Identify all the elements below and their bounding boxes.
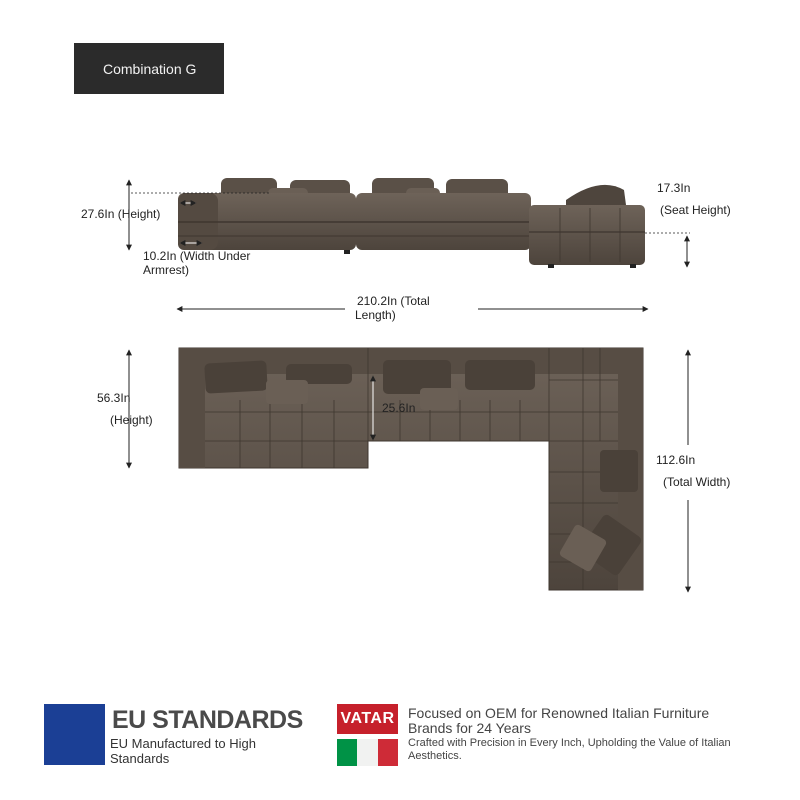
height-label: 27.6In (Height) <box>81 207 161 221</box>
depth-label: (Height) <box>110 413 153 427</box>
eu-standards-block <box>44 704 303 768</box>
italy-flag-icon <box>337 739 398 766</box>
sofa-top-view <box>129 348 688 592</box>
total-length-line2: Length) <box>355 308 396 322</box>
vatar-block <box>337 704 757 768</box>
seat-height-label: (Seat Height) <box>660 203 731 217</box>
vatar-logo: VATAR <box>337 704 398 734</box>
depth-value: 56.3In <box>97 391 131 405</box>
total-length-line1: 210.2In (Total <box>357 294 430 308</box>
combination-label: Combination G <box>103 60 197 77</box>
total-width-value: 112.6In <box>656 453 696 467</box>
armrest-width-label-line2: Armrest) <box>143 263 189 277</box>
total-width-label: (Total Width) <box>663 475 731 489</box>
eu-flag-icon <box>44 704 105 765</box>
eu-standards-subtitle: EU Manufactured to High Standards <box>110 736 256 766</box>
eu-standards-title: EU STANDARDS <box>112 706 303 734</box>
armrest-width-label-line1: 10.2In (Width Under <box>143 249 251 263</box>
vatar-subtitle: Crafted with Precision in Every Inch, Upholding the Value of Italian Aesthetics. <box>408 737 731 762</box>
seat-depth-label: 25.6In <box>382 401 416 415</box>
seat-height-value: 17.3In <box>657 181 691 195</box>
vatar-title: Focused on OEM for Renowned Italian Furniture Brands for 24 Years <box>408 705 710 736</box>
